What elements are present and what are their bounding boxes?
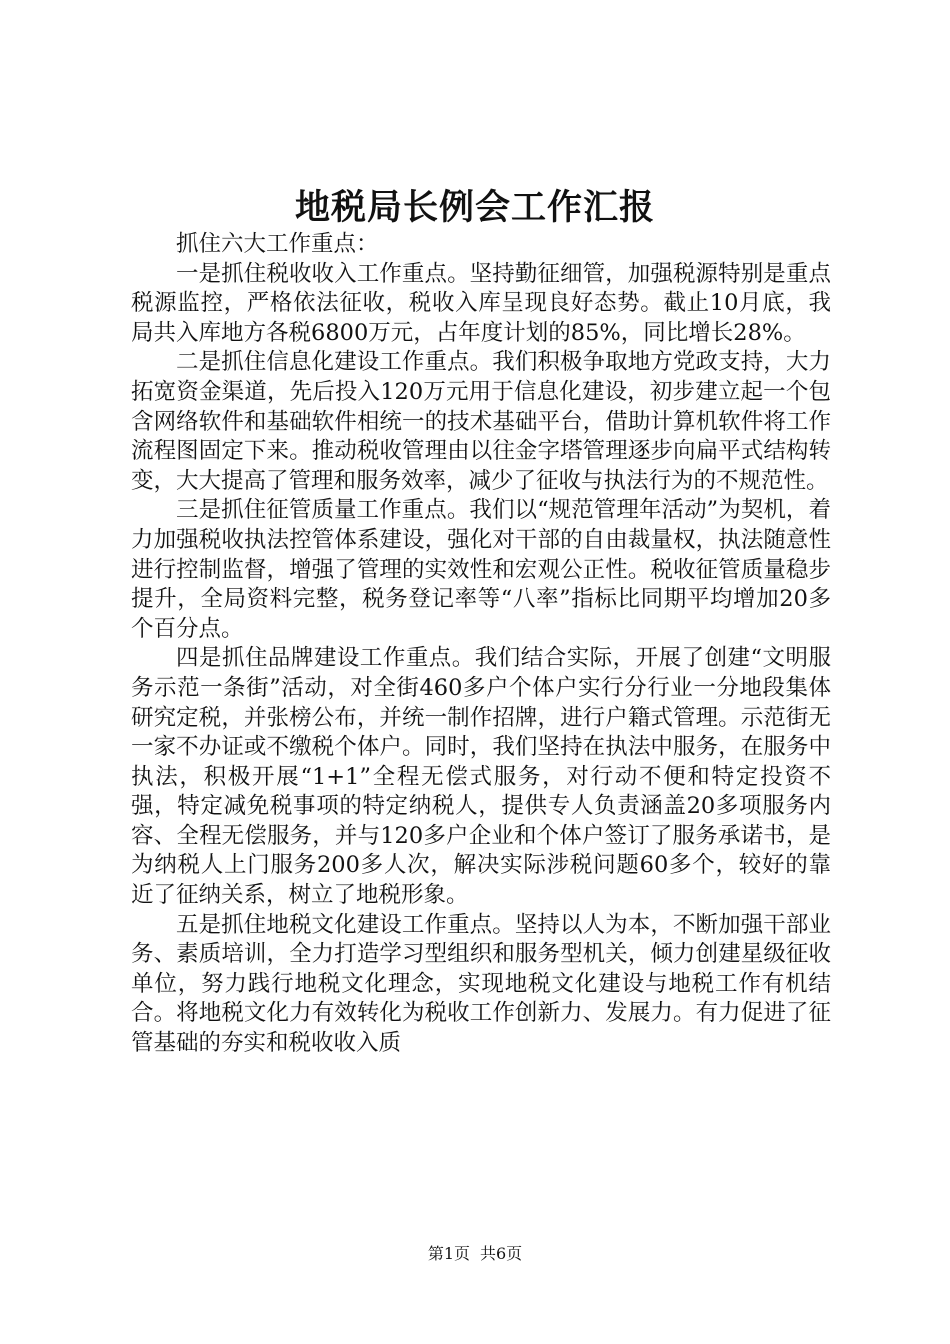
paragraph-brand-building: 四是抓住品牌建设工作重点。我们结合实际，开展了创建“文明服务示范一条街”活动，对全街460多户个体户实行分行业一分地段集体研究定税，并张榜公布，并统一制作招牌，进行户籍式管理。示范街无一家不办证或不缴税个体户。同时，我们坚持在执法中服务，在服务中执法，积极开展“1+1”全程无偿式服务，对行动不便和特定投资不强，特定减免税事项的特定纳税人，提供专人负责涵盖20多项服务内容、全程无偿服务，并与120多户企业和个体户签订了服务承诺书，是为纳税人上门服务200多人次，解决实际涉税问题60多个，较好的靠近了征纳关系，树立了地税形象。: [131, 645, 831, 909]
page-footer: [0, 1244, 950, 1264]
page-number-current: 第1页: [427, 1244, 470, 1263]
paragraph-informatization: 二是抓住信息化建设工作重点。我们积极争取地方党政支持，大力拓宽资金渠道，先后投入120万元用于信息化建设，初步建立起一个包含网络软件和基础软件相统一的技术基础平台，借助计算机软件将工作流程图固定下来。推动税收管理由以往金字塔管理逐步向扁平式结构转变，大大提高了管理和服务效率，减少了征收与执法行为的不规范性。: [131, 349, 831, 494]
paragraph-collection-quality: 三是抓住征管质量工作重点。我们以“规范管理年活动”为契机，着力加强税收执法控管体系建设，强化对干部的自由裁量权，执法随意性进行控制监督，增强了管理的实效性和宏观公正性。税收征管质量稳步提升，全局资料完整，税务登记率等“八率”指标比同期平均增加20多个百分点。: [131, 497, 831, 642]
document-title: 地税局长例会工作汇报: [294, 187, 655, 228]
page-number-total: 共6页: [480, 1244, 523, 1263]
paragraph-tax-revenue: 一是抓住税收收入工作重点。坚持勤征细管，加强税源特别是重点税源监控，严格依法征收，税收入库呈现良好态势。截止10月底，我局共入库地方各税6800万元，占年度计划的85%，同比增长28%。: [131, 260, 831, 346]
paragraph-intro: 抓住六大工作重点：: [176, 231, 379, 257]
document-body: [131, 230, 831, 1059]
paragraph-culture-building: 五是抓住地税文化建设工作重点。坚持以人为本，不断加强干部业务、素质培训，全力打造学习型组织和服务型机关，倾力创建星级征收单位，努力践行地税文化理念，实现地税文化建设与地税工作有机结合。将地税文化力有效转化为税收工作创新力、发展力。有力促进了征管基础的夯实和税收收入质: [131, 911, 831, 1057]
